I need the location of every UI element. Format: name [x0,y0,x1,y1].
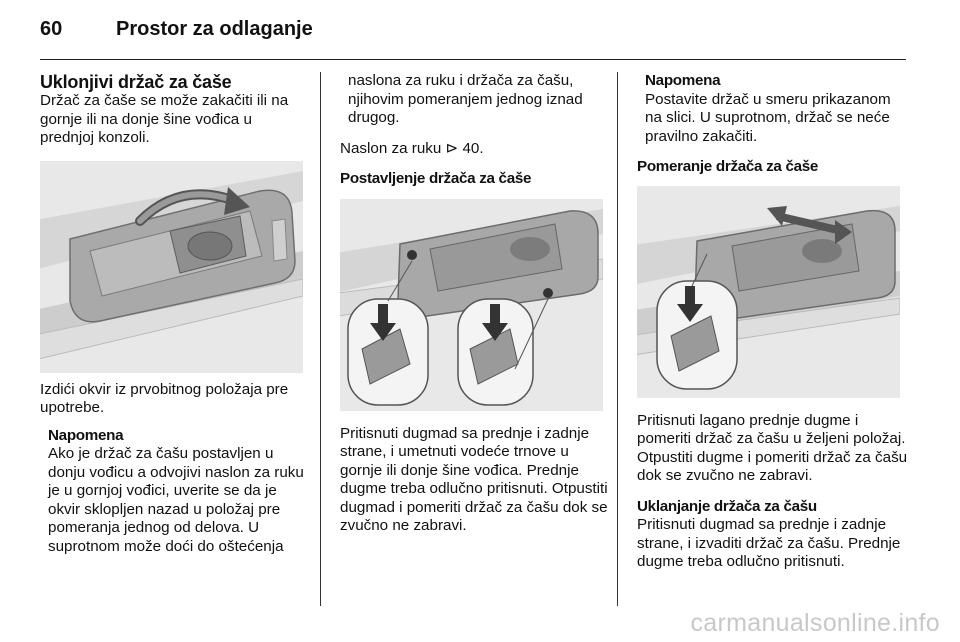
page-number: 60 [40,18,63,40]
note-text: Ako je držač za čašu postavljen u donju vođicu a odvojivi naslon za ruku je u gornjoj vođici, uverite se da je okvir sklopljen nazad u položaj pre pomeranja jednog od delova. U suprotnom može doći do oštećenja [48,445,304,555]
figure-cup-holder-move [637,186,900,398]
note-box [40,427,308,557]
move-instructions: Pritisnuti lagano prednje dugme i pomeriti držač za čašu u željeni položaj. Otpustiti dugme i pomeriti držač za čašu dok se zvučno ne zabravi. [637,411,908,484]
column-middle [340,72,608,536]
intro-paragraph: Držač za čaše se može zakačiti ili na gornje ili na donje šine vođica u prednjoj konzoli. [40,92,289,146]
install-instructions: Pritisnuti dugmad sa prednje i zadnje strane, i umetnuti vodeće trnove u gornje ili donje šine vođica. Prednje dugme treba odlučno pritisnuti. Otpustiti dugmad i pomeriti držač za čašu dok se zvučno ne zabravi. [340,424,608,534]
page-header [40,18,910,52]
header-rule [40,59,906,60]
note-text: Postavite držač u smeru prikazanom na slici. U suprotnom, držač se neće pravilno zakačiti. [645,90,891,145]
watermark: carmanualsonline.info [690,609,940,637]
armrest-reference: Naslon za ruku ⊳ 40. [340,139,484,157]
page-title: Prostor za odlaganje [116,18,313,40]
note-continuation: naslona za ruku i držača za čašu, njihovim pomeranjem jednog iznad drugog. [348,72,583,126]
column-left [40,72,308,556]
column-divider [320,72,321,606]
subheading-move: Pomeranje držača za čaše [637,158,819,175]
figure-cup-holder-install [340,199,603,411]
subheading-remove: Uklanjanje držača za čašu [637,497,817,515]
subheading-install: Postavljenje držača za čaše [340,170,532,187]
note-title: Napomena [645,72,721,89]
note-box-right [637,72,909,146]
remove-instructions: Pritisnuti dugmad sa prednje i zadnje strane, i izvaditi držač za čašu. Prednje dugme treba odlučno pritisnuti. [637,516,901,570]
column-divider [617,72,618,606]
lift-frame-paragraph: Izdići okvir iz prvobitnog položaja pre upotrebe. [40,380,289,416]
figure-cup-holder-flip [40,161,303,373]
section-heading: Uklonjivi držač za čaše [40,72,232,92]
note-title: Napomena [48,426,124,444]
column-right [637,72,909,572]
